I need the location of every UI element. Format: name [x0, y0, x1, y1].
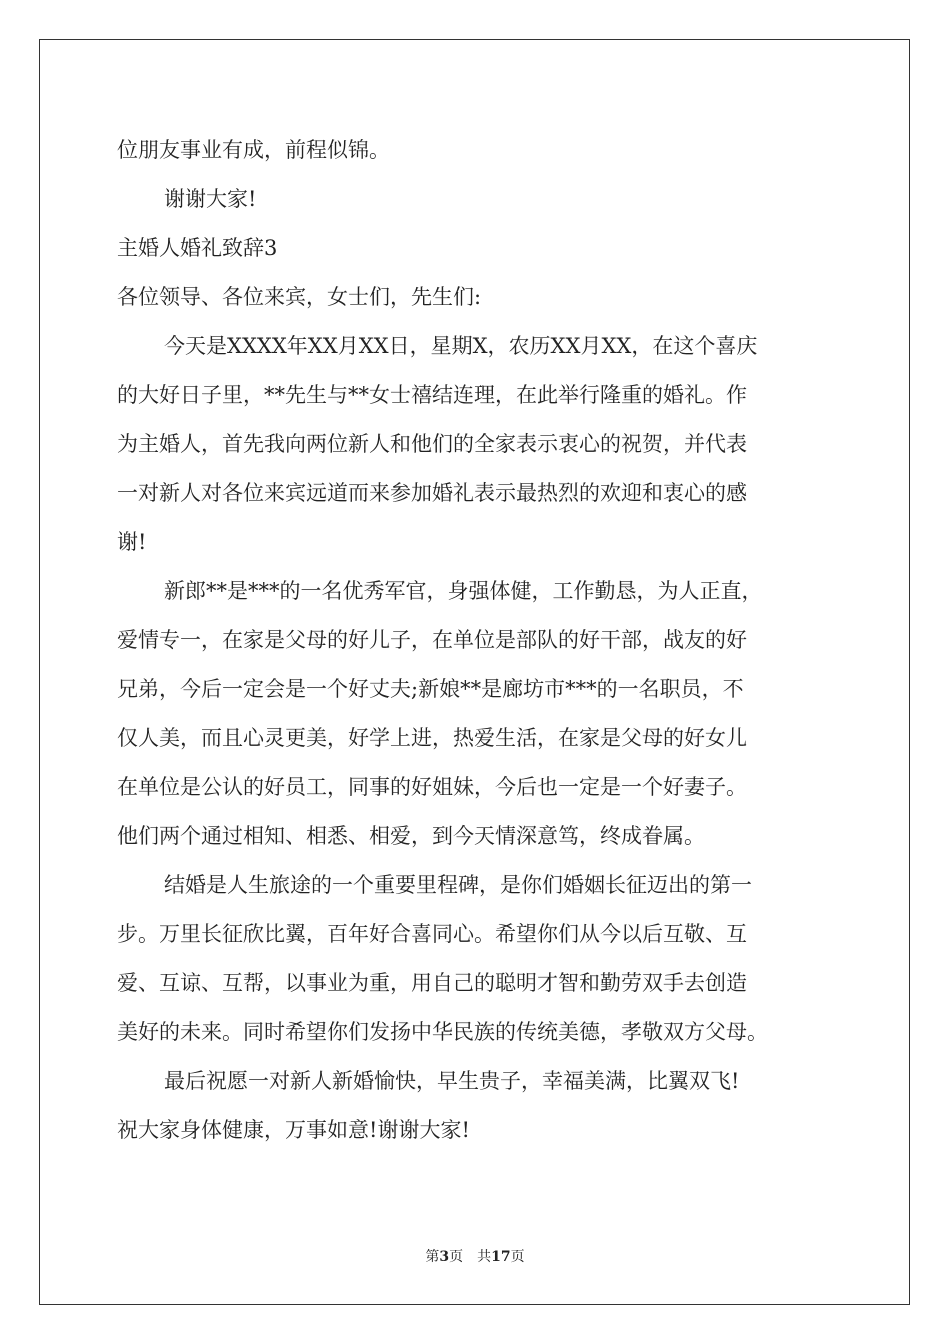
paragraph-line: 新郎**是***的一名优秀军官，身强体健，工作勤恳，为人正直，	[164, 579, 763, 603]
paragraph-line: 他们两个通过相知、相悉、相爱，到今天情深意笃，终成眷属。	[117, 824, 705, 848]
footer-page-mid: 页 共	[449, 1249, 492, 1265]
footer-page-current: 3	[439, 1249, 450, 1265]
paragraph-line: 爱情专一，在家是父母的好儿子，在单位是部队的好干部，战友的好	[117, 628, 747, 652]
footer-page-total: 17	[491, 1249, 511, 1265]
paragraph-line: 祝大家身体健康，万事如意!谢谢大家!	[117, 1118, 470, 1142]
paragraph-line: 仅人美，而且心灵更美，好学上进，热爱生活，在家是父母的好女儿	[117, 726, 747, 750]
paragraph-line: 美好的未来。同时希望你们发扬中华民族的传统美德，孝敬双方父母。	[117, 1020, 768, 1044]
paragraph-line: 结婚是人生旅途的一个重要里程碑，是你们婚姻长征迈出的第一	[164, 873, 752, 897]
footer-page-prefix: 第	[425, 1249, 440, 1265]
paragraph-line: 为主婚人，首先我向两位新人和他们的全家表示衷心的祝贺，并代表	[117, 432, 747, 456]
page-footer	[0, 1246, 950, 1266]
paragraph-line: 谢!	[117, 530, 147, 554]
paragraph-line: 一对新人对各位来宾远道而来参加婚礼表示最热烈的欢迎和衷心的感	[117, 481, 747, 505]
paragraph-line: 步。万里长征欣比翼，百年好合喜同心。希望你们从今以后互敬、互	[117, 922, 747, 946]
paragraph-line: 在单位是公认的好员工，同事的好姐妹，今后也一定是一个好妻子。	[117, 775, 747, 799]
salutation: 各位领导、各位来宾，女士们，先生们:	[117, 285, 482, 309]
footer-page-suffix: 页	[510, 1249, 525, 1265]
paragraph-line: 今天是XXXX年XX月XX日，星期X，农历XX月XX，在这个喜庆	[164, 334, 758, 358]
paragraph-line: 爱、互谅、互帮，以事业为重，用自己的聪明才智和勤劳双手去创造	[117, 971, 747, 995]
paragraph-line: 谢谢大家!	[164, 187, 257, 211]
paragraph-line: 的大好日子里，**先生与**女士禧结连理，在此举行隆重的婚礼。作	[117, 383, 747, 407]
section-title: 主婚人婚礼致辞3	[117, 236, 278, 260]
document-body	[117, 126, 837, 1155]
paragraph-line: 位朋友事业有成，前程似锦。	[117, 138, 390, 162]
paragraph-line: 最后祝愿一对新人新婚愉快，早生贵子，幸福美满，比翼双飞!	[164, 1069, 740, 1093]
paragraph-line: 兄弟，今后一定会是一个好丈夫;新娘**是廊坊市***的一名职员，不	[117, 677, 744, 701]
